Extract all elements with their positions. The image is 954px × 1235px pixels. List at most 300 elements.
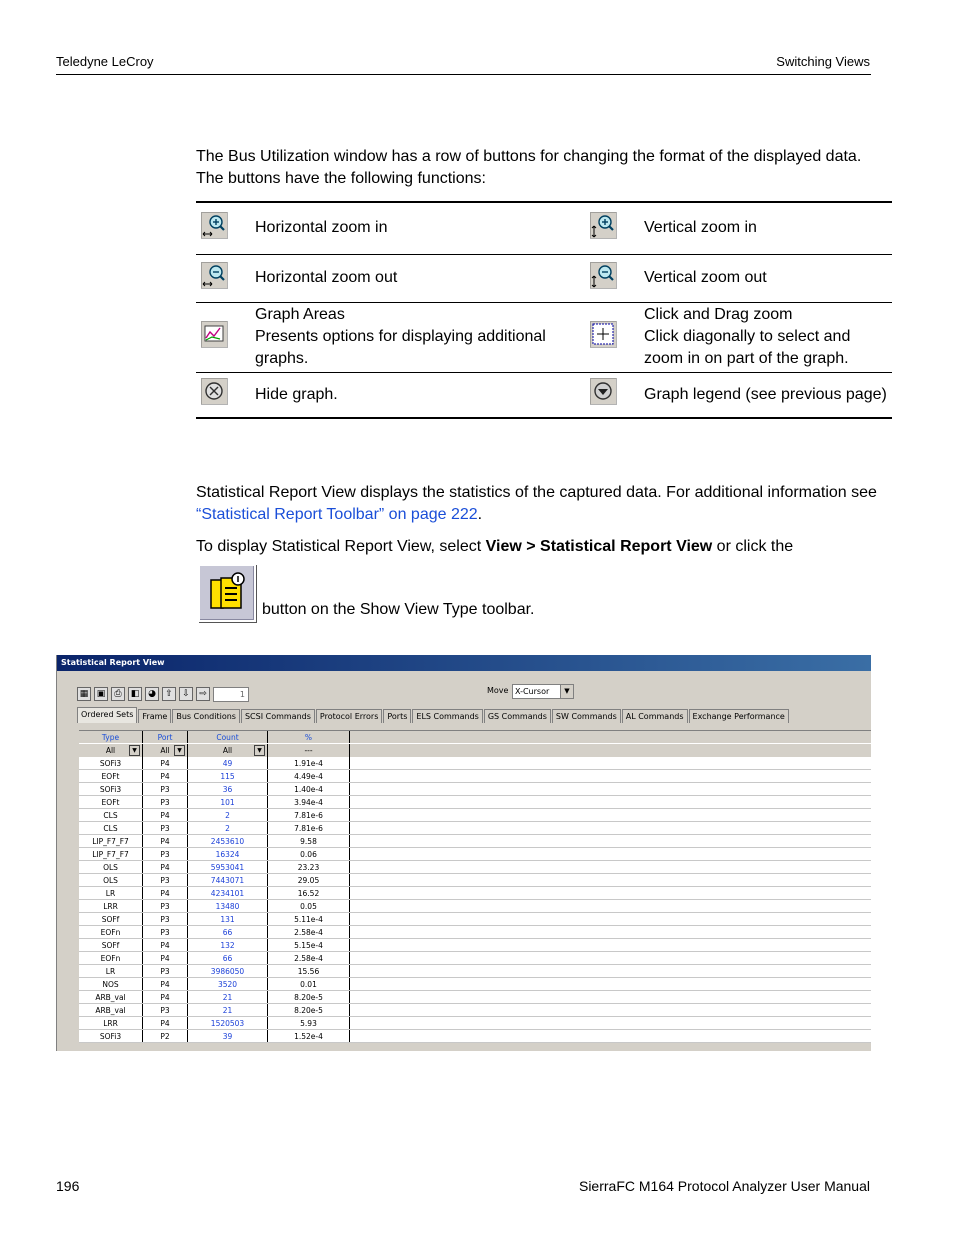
grid-cell (268, 783, 350, 795)
description-line: Horizontal zoom out (255, 269, 398, 286)
cell-text: 5.11e-4 (294, 915, 323, 924)
table-row (79, 900, 871, 913)
grid-cell (188, 952, 268, 964)
header-rule (56, 74, 871, 75)
description-line: Hide graph. (255, 385, 338, 403)
cell-text: 2453610 (210, 837, 245, 846)
window-title: Statistical Report View (57, 655, 871, 671)
grid-cell (188, 1030, 268, 1042)
cell-text: LR (105, 889, 116, 898)
report-tabs (77, 709, 790, 723)
grid-cell (268, 744, 350, 757)
cell-text: 15.56 (297, 967, 320, 976)
cell-text: 132 (220, 941, 235, 950)
table-row (79, 809, 871, 822)
grid-cell (188, 965, 268, 977)
move-label: Move (487, 686, 509, 695)
page-header-left: Teledyne LeCroy (56, 54, 154, 69)
table-row (79, 939, 871, 952)
grid-cell (79, 744, 143, 757)
table-row (79, 887, 871, 900)
intro-paragraph: The Bus Utilization window has a row of buttons for changing the format of the displayed data. The buttons have the following functions: (196, 148, 862, 187)
manual-title: SierraFC M164 Protocol Analyzer User Manual (578, 1178, 870, 1194)
tab-ordered-sets[interactable]: Ordered Sets (77, 707, 137, 723)
grid-cell (79, 770, 143, 782)
table-row (79, 783, 871, 796)
grid-cell (79, 900, 143, 912)
button-icon-cell (589, 254, 644, 302)
cell-text: 8.20e-5 (294, 1006, 323, 1015)
cell-text: 2.58e-4 (294, 954, 323, 963)
tab-sw-commands[interactable]: SW Commands (552, 709, 621, 723)
cell-text: 131 (220, 915, 235, 924)
button-icon-cell (589, 202, 644, 254)
grid-filler (350, 783, 871, 795)
cell-text: P4 (160, 837, 170, 846)
statistics-grid (79, 730, 871, 1043)
hide-graph-icon (200, 377, 228, 405)
table-row (79, 965, 871, 978)
grid-cell (188, 744, 268, 757)
cell-text: 4.49e-4 (294, 772, 323, 781)
save-icon[interactable]: ▣ (94, 687, 108, 701)
cell-text: P4 (160, 759, 170, 768)
table-row (79, 952, 871, 965)
cell-text: 66 (222, 954, 233, 963)
cell-text: P3 (160, 967, 170, 976)
cell-text: P3 (160, 876, 170, 885)
grid-filler (350, 848, 871, 860)
grid-cell (79, 965, 143, 977)
cell-text: 1.91e-4 (294, 759, 323, 768)
button-description (251, 254, 589, 302)
grid-cell (143, 822, 188, 834)
color-palette-icon[interactable]: ◕ (145, 687, 159, 701)
cell-text: 5953041 (210, 863, 245, 872)
cell-text: 13480 (215, 902, 240, 911)
cell-text: 2 (225, 824, 230, 833)
grid-cell (188, 822, 268, 834)
page-number-input[interactable]: 1 (213, 687, 249, 702)
grid-cell (188, 1017, 268, 1029)
cell-text: SOFf (101, 915, 120, 924)
description-line: Vertical zoom in (644, 219, 757, 237)
grid-cell (268, 809, 350, 821)
grid-cell (188, 757, 268, 769)
grid-cell (143, 1004, 188, 1016)
grid-filler (350, 731, 871, 743)
cell-text: P2 (160, 1032, 170, 1041)
grid-cell (188, 848, 268, 860)
grid-cell (188, 809, 268, 821)
cell-text: LIP_F7_F7 (92, 837, 129, 846)
grid-cell (143, 770, 188, 782)
tab-al-commands[interactable]: AL Commands (622, 709, 688, 723)
stat-text-1: Statistical Report View displays the statistics of the captured data. For additional information see (196, 484, 877, 501)
grid-cell (188, 835, 268, 847)
cell-text: 0.01 (300, 980, 317, 989)
table-row (79, 835, 871, 848)
grid-cell (188, 1004, 268, 1016)
cell-text: EOFn (100, 928, 121, 937)
button-description (251, 372, 589, 418)
description-line: Presents options for displaying additional graphs. (255, 328, 546, 367)
cell-text: SOFi3 (99, 759, 122, 768)
grid-cell (143, 783, 188, 795)
cell-text: OLS (103, 876, 118, 885)
statistical-report-view-screenshot (56, 655, 871, 1051)
grid-cell (268, 978, 350, 990)
button-icon-cell (196, 302, 251, 372)
grid-cell (188, 926, 268, 938)
button-row (196, 202, 892, 254)
grid-cell (143, 848, 188, 860)
cell-text: P4 (160, 772, 170, 781)
button-description (251, 202, 589, 254)
table-row (79, 848, 871, 861)
table-row (79, 770, 871, 783)
tab-frame[interactable]: Frame (138, 709, 171, 723)
grid-cell (268, 887, 350, 899)
cell-text: EOFt (101, 798, 120, 807)
table-row (79, 991, 871, 1004)
graph-areas-icon (200, 320, 228, 348)
move-select[interactable] (512, 684, 574, 699)
statistical-report-paragraph (196, 482, 886, 526)
button-icon-cell (589, 302, 644, 372)
cell-text: 5.93 (300, 1019, 317, 1028)
graph-legend-icon (589, 377, 617, 405)
cell-text: P3 (160, 798, 170, 807)
filter-dropdown-icon[interactable]: ▼ (254, 745, 265, 756)
cell-text: SOFf (101, 941, 120, 950)
grid-cell (143, 1030, 188, 1042)
button-description (644, 254, 892, 302)
tab-bus-conditions[interactable]: Bus Conditions (172, 709, 240, 723)
filter-dropdown-icon[interactable]: ▼ (174, 745, 185, 756)
grid-cell (79, 848, 143, 860)
cell-text: 115 (220, 772, 235, 781)
cell-text: ARB_val (95, 1006, 126, 1015)
grid-filler (350, 835, 871, 847)
grid-cell (188, 939, 268, 951)
filter-row (79, 744, 871, 757)
cell-text: P3 (160, 928, 170, 937)
table-row (79, 926, 871, 939)
cell-text: P4 (160, 863, 170, 872)
cell-text: 39 (222, 1032, 233, 1041)
cell-text: 36 (222, 785, 233, 794)
page-number: 196 (56, 1178, 80, 1194)
grid-cell (188, 874, 268, 886)
grid-cell (268, 731, 350, 743)
cell-text: 9.58 (300, 837, 317, 846)
grid-cell (188, 978, 268, 990)
button-row (196, 372, 892, 418)
cell-text: Type (101, 733, 120, 742)
grid-cell (79, 887, 143, 899)
grid-filler (350, 770, 871, 782)
table-row (79, 978, 871, 991)
grid-cell (188, 861, 268, 873)
cell-text: 7443071 (210, 876, 245, 885)
grid-cell (143, 978, 188, 990)
table-row (79, 1017, 871, 1030)
cell-text: % (304, 733, 313, 742)
cell-text: 101 (220, 798, 235, 807)
grid-cell (188, 796, 268, 808)
grid-cell (268, 822, 350, 834)
cell-text: Count (216, 733, 239, 742)
grid-filler (350, 809, 871, 821)
grid-filler (350, 913, 871, 925)
grid-cell (79, 809, 143, 821)
grid-cell (268, 874, 350, 886)
table-row (79, 757, 871, 770)
cell-text: LIP_F7_F7 (92, 850, 129, 859)
print-preview-icon[interactable]: ◧ (128, 687, 142, 701)
grid-cell (143, 926, 188, 938)
grid-filler (350, 874, 871, 886)
cell-text: Port (157, 733, 173, 742)
cell-text: 3520 (217, 980, 238, 989)
table-row (79, 796, 871, 809)
chevron-down-icon[interactable]: ▼ (560, 685, 573, 698)
grid-filler (350, 861, 871, 873)
description-line: Click and Drag zoom (644, 306, 793, 323)
grid-cell (79, 874, 143, 886)
table-row (79, 913, 871, 926)
cell-text: NOS (102, 980, 119, 989)
cell-text: P4 (160, 1019, 170, 1028)
grid-cell (143, 913, 188, 925)
grid-cell (188, 913, 268, 925)
description-line: Graph legend (see previous page) (644, 385, 887, 403)
cell-text: 4234101 (210, 889, 245, 898)
cell-text: LRR (103, 1019, 118, 1028)
grid-cell (79, 1030, 143, 1042)
cell-text: ARB_val (95, 993, 126, 1002)
menu-path: View > Statistical Report View (485, 538, 713, 555)
cell-text: 23.23 (297, 863, 320, 872)
grid-filler (350, 1030, 871, 1042)
grid-cell (143, 991, 188, 1003)
button-row (196, 302, 892, 372)
cell-text: 1.40e-4 (294, 785, 323, 794)
grid-cell (143, 861, 188, 873)
cell-text: 49 (222, 759, 233, 768)
cell-text: 21 (222, 993, 233, 1002)
grid-filler (350, 1017, 871, 1029)
arrow-right-icon[interactable]: ⇨ (196, 687, 210, 701)
grid-cell (143, 887, 188, 899)
grid-cell (79, 757, 143, 769)
stat-text-2: . (477, 506, 483, 523)
grid-cell (79, 913, 143, 925)
cell-text: P3 (160, 785, 170, 794)
button-description (644, 302, 892, 372)
cell-text: P4 (160, 954, 170, 963)
tab-exchange-performance[interactable]: Exchange Performance (689, 709, 789, 723)
grid-filler (350, 1004, 871, 1016)
grid-cell (143, 939, 188, 951)
grid-cell (268, 835, 350, 847)
cell-text: P4 (160, 941, 170, 950)
grid-filler (350, 991, 871, 1003)
button-icon-cell (196, 254, 251, 302)
grid-cell (143, 835, 188, 847)
grid-cell (143, 796, 188, 808)
grid-cell (143, 900, 188, 912)
grid-filler (350, 926, 871, 938)
grid-filler (350, 887, 871, 899)
cell-text: P3 (160, 915, 170, 924)
grid-cell (188, 783, 268, 795)
grid-filler (350, 952, 871, 964)
grid-cell (79, 991, 143, 1003)
tab-protocol-errors[interactable]: Protocol Errors (316, 709, 382, 723)
grid-cell (268, 1030, 350, 1042)
cell-text: SOFi3 (99, 1032, 122, 1041)
display-text-2: or click the (712, 538, 794, 555)
print-icon[interactable]: ⎙ (111, 687, 125, 701)
grid-cell (79, 861, 143, 873)
grid-cell (79, 1017, 143, 1029)
grid-cell (268, 770, 350, 782)
cell-text: All (160, 746, 170, 755)
grid-cell (188, 770, 268, 782)
cell-text: 1520503 (210, 1019, 245, 1028)
cell-text: P4 (160, 811, 170, 820)
cell-text: P4 (160, 889, 170, 898)
cell-text: All (222, 746, 233, 755)
cell-text: 66 (222, 928, 233, 937)
tab-gs-commands[interactable]: GS Commands (484, 709, 551, 723)
grid-cell (268, 848, 350, 860)
grid-cell (268, 1004, 350, 1016)
grid-cell (79, 796, 143, 808)
cell-text: P4 (160, 980, 170, 989)
cell-text: 5.15e-4 (294, 941, 323, 950)
button-row (196, 254, 892, 302)
grid-cell (143, 952, 188, 964)
cell-text: 3.94e-4 (294, 798, 323, 807)
grid-cell (188, 991, 268, 1003)
tab-scsi-commands[interactable]: SCSI Commands (241, 709, 315, 723)
cell-text: 8.20e-5 (294, 993, 323, 1002)
grid-cell (188, 887, 268, 899)
cell-text: 1.52e-4 (294, 1032, 323, 1041)
grid-filler (350, 796, 871, 808)
cell-text: SOFi3 (99, 785, 122, 794)
export-icon[interactable]: ▦ (77, 687, 91, 701)
cell-text: --- (304, 746, 313, 755)
cell-text: P3 (160, 850, 170, 859)
cell-text: EOFt (101, 772, 120, 781)
cell-text: 0.05 (300, 902, 317, 911)
button-description (251, 302, 589, 372)
vertical-zoom-in-icon (589, 211, 617, 239)
grid-filler (350, 965, 871, 977)
vertical-zoom-out-icon (589, 261, 617, 289)
grid-filler (350, 900, 871, 912)
description-line: Horizontal zoom in (255, 219, 388, 237)
grid-cell (268, 757, 350, 769)
horizontal-zoom-out-icon (200, 261, 228, 289)
show-view-type-text: button on the Show View Type toolbar. (262, 601, 535, 618)
table-row (79, 861, 871, 874)
grid-filler (350, 757, 871, 769)
display-text-1: To display Statistical Report View, select (196, 538, 486, 555)
table-row (79, 1030, 871, 1043)
table-row (79, 1004, 871, 1017)
description-line: Graph Areas (255, 306, 345, 323)
tab-els-commands[interactable]: ELS Commands (412, 709, 482, 723)
statistical-report-toolbar-link[interactable]: “Statistical Report Toolbar” on page 222 (196, 506, 478, 523)
cell-text: 0.06 (300, 850, 317, 859)
button-description (644, 372, 892, 418)
cell-text: CLS (103, 824, 118, 833)
grid-cell (79, 1004, 143, 1016)
arrow-down-icon[interactable]: ⇩ (179, 687, 193, 701)
grid-cell (143, 757, 188, 769)
grid-cell (143, 744, 188, 757)
grid-filler (350, 978, 871, 990)
cell-text: LR (105, 967, 116, 976)
grid-cell (268, 900, 350, 912)
grid-cell (188, 900, 268, 912)
grid-cell (79, 952, 143, 964)
grid-cell (268, 913, 350, 925)
buttons-table (196, 201, 892, 419)
horizontal-zoom-in-icon (200, 211, 228, 239)
button-icon-cell (196, 372, 251, 418)
grid-cell (143, 809, 188, 821)
description-line: Vertical zoom out (644, 269, 767, 286)
grid-cell (268, 952, 350, 964)
button-icon-cell (589, 372, 644, 418)
cell-text: P3 (160, 902, 170, 911)
tab-ports[interactable]: Ports (383, 709, 411, 723)
click-drag-zoom-icon (589, 320, 617, 348)
cell-text: P3 (160, 1006, 170, 1015)
grid-cell (268, 939, 350, 951)
cell-text: P3 (160, 824, 170, 833)
grid-cell (268, 861, 350, 873)
grid-cell (79, 978, 143, 990)
table-row (79, 874, 871, 887)
grid-cell (268, 965, 350, 977)
move-select-value: X-Cursor (515, 687, 550, 696)
arrow-up-icon[interactable]: ⇧ (162, 687, 176, 701)
grid-cell (143, 874, 188, 886)
grid-filler (350, 822, 871, 834)
grid-cell (79, 926, 143, 938)
grid-cell (79, 939, 143, 951)
cell-text: CLS (103, 811, 118, 820)
filter-dropdown-icon[interactable]: ▼ (129, 745, 140, 756)
cell-text: 16324 (215, 850, 240, 859)
grid-cell (79, 731, 143, 743)
grid-cell (79, 835, 143, 847)
stats-toolbar (77, 685, 249, 703)
grid-cell (79, 783, 143, 795)
grid-filler (350, 744, 871, 757)
grid-cell (268, 991, 350, 1003)
cell-text: P4 (160, 993, 170, 1002)
grid-cell (143, 965, 188, 977)
grid-cell (268, 796, 350, 808)
